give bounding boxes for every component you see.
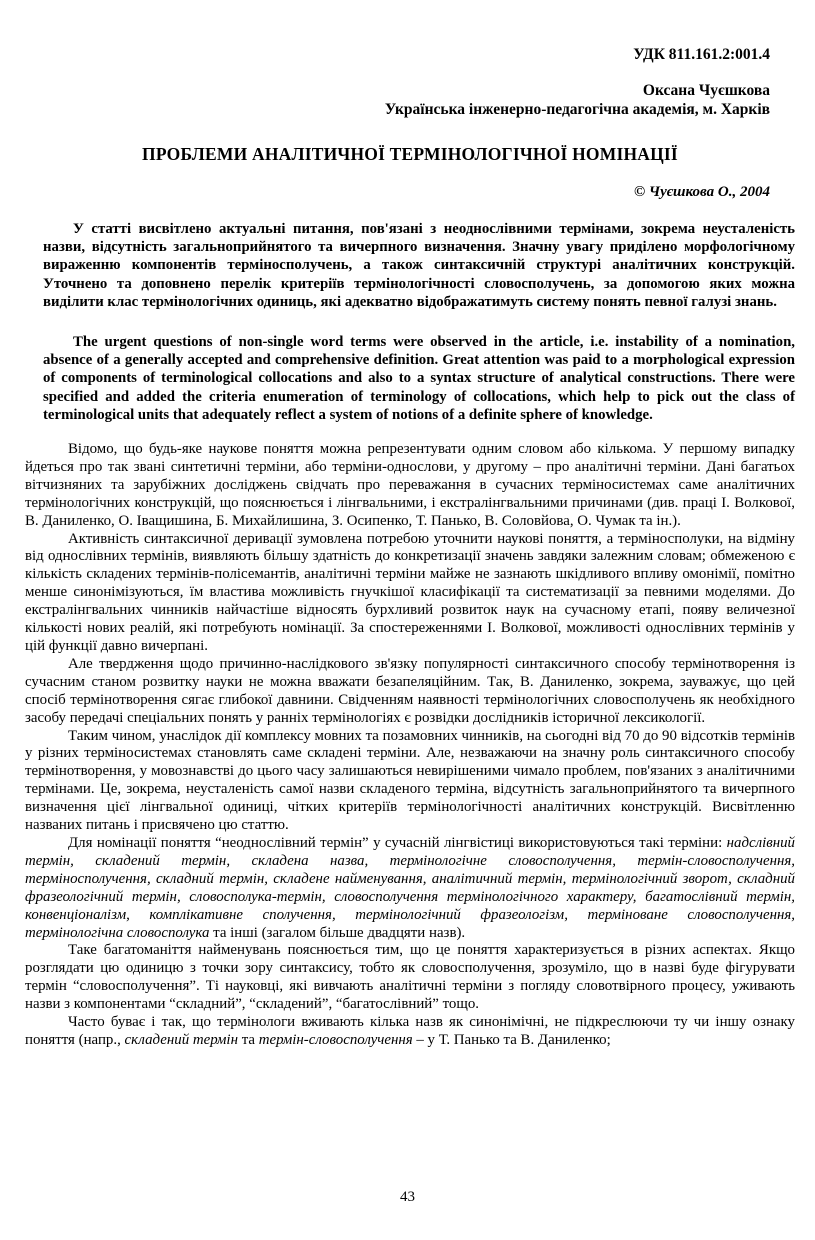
paragraph-text: Таким чином, унаслідок дії комплексу мовних та позамовних чинників, на сьогодні від 70 до 90 відсотків термінів у різних терміносистемах становлять саме складені терміни. Але, незважаючи на значну роль синтаксичного способу термінотворення, у мовознавстві до цього часу залишаються невирішеними чимало проблем, пов'язаних з аналітичними термінами. Це, зокрема, неусталеність самої назви складеного терміна, відсутність загальноприйнятого та вичерпного визначення цієї лінгвальної одиниці, чітких критеріїв термінологічності аналітичних конструкцій. Висвітленню названих питань і присвячено цю статтю. bbox=[25, 727, 795, 834]
paragraph-text: – у Т. Панько та В. Даниленко; bbox=[412, 1031, 611, 1048]
term-italic: надслівний термін, складений термін, складена назва, термінологічне словосполучення, термін-словосполучення, терміносполучення, складний термін, складене найменування, аналітичний термін, термінологічний зворот, складний фразеологічний термін, словосполука-термін, словосполучення термінологічного характеру, багатослівний термін, конвенціоналізм, комплікативне сполучення, термінологічний фразеологізм, терміноване словосполучення, термінологічна словосполука bbox=[25, 834, 795, 941]
paragraph bbox=[25, 441, 795, 531]
paragraph bbox=[25, 728, 795, 835]
abstract-ukrainian: У статті висвітлено актуальні питання, пов'язані з неоднослівними термінами, зокрема неусталеність назви, відсутність загальноприйнятого та вичерпного визначення. Значну увагу приділено морфологічному вираженню компонентів терміносполучень, а також синтаксичній структурі аналітичних конструкцій. Уточнено та доповнено перелік критеріїв термінологічності словосполучень, за допомогою яких можна виділити клас термінологічних одиниць, які адекватно відображатимуть систему понять певної галузі знань. bbox=[43, 221, 795, 310]
paragraph-text: Для номінації поняття “неоднослівний термін” у сучасній лінгвістиці використовуються такі терміни: bbox=[68, 834, 727, 851]
article-body bbox=[25, 441, 795, 1050]
paragraph bbox=[25, 835, 795, 942]
udc-number: УДК 811.161.2:001.4 bbox=[633, 46, 770, 63]
paragraph-text: Активність синтаксичної деривації зумовлена потребою уточнити наукові поняття, а терміносполуки, на відміну від однослівних термінів, виявляють більшу здатність до конкретизації значень завдяки залежним словам; обмеженою є кількість складених термінів-полісемантів, аналітичні терміни майже не зазнають шкідливого впливу омонімії, помітно менше синонімізуються, їм властива можливість гнучкішої класифікації та систематизації за певними моделями. До екстралінгвальних чинників найчастіше відносять бурхливий розвиток наук на сучасному етапі, появу величезної кількості нових реалій, які потребують номінації. За спостереженнями І. Волкової, можливості однослівних термінів у цій функції давно вичерпані. bbox=[25, 530, 795, 654]
paragraph-text: Таке багатоманіття найменувань пояснюється тим, що це поняття характеризується в різних аспектах. Якщо розглядати цю одиницю з точки зору синтаксису, тобто як словосполучення, зрозуміло, що в назві буде фігурувати термін “словосполучення”. Ті науковці, які вивчають аналітичні терміни з погляду словотвірного процесу, уживають назви з компонентами “складний”, “складений”, “багатослівний” тощо. bbox=[25, 942, 795, 1013]
paragraph bbox=[25, 1014, 795, 1050]
paragraph-text: та bbox=[237, 1031, 259, 1048]
author-affiliation: Українська інженерно-педагогічна академія, м. Харків bbox=[384, 101, 770, 118]
paragraph bbox=[25, 531, 795, 656]
article-title: ПРОБЛЕМИ АНАЛІТИЧНОЇ ТЕРМІНОЛОГІЧНОЇ НОМІНАЦІЇ bbox=[142, 144, 678, 164]
author-block bbox=[25, 81, 770, 119]
term-italic: термін-словосполучення bbox=[258, 1031, 413, 1048]
paragraph bbox=[25, 656, 795, 728]
paragraph bbox=[25, 942, 795, 1014]
abstract-english: The urgent questions of non-single word terms were observed in the article, i.e. instability of a nomination, absence of a generally accepted and comprehensive definition. Great attention was paid to a morphological expression of components of terminological collocations and also to a syntax structure of analytical constructions. There were specified and added the criteria enumeration of terminology of collocations, which help to pick out the class of terminological units that adequately reflect a system of notions of a definite sphere of knowledge. bbox=[43, 334, 795, 423]
page-number: 43 bbox=[400, 1189, 415, 1205]
paragraph-text: та інші (загалом більше двадцяти назв). bbox=[209, 924, 466, 941]
paragraph-text: Але твердження щодо причинно-наслідкового зв'язку популярності синтаксичного способу термінотворення із сучасним станом розвитку науки не можна вважати безапеляційним. Так, В. Даниленко, зокрема, зауважує, що цей спосіб термінотворення сягає глибокої давнини. Свідченням наявності термінологічних словосполучень як необхідного засобу передачі спеціальних понять у ранніх термінологіях є розвідки дослідників історичної лексикології. bbox=[25, 655, 795, 726]
copyright-line: © Чуєшкова О., 2004 bbox=[633, 184, 770, 200]
author-name: Оксана Чуєшкова bbox=[642, 82, 770, 99]
term-italic: складений термін bbox=[124, 1031, 238, 1048]
paragraph-text: Часто буває і так, що термінологи вживають кілька назв як синонімічні, не підкреслюючи ту чи іншу ознаку поняття (напр., bbox=[25, 1014, 795, 1048]
paragraph-text: Відомо, що будь-яке наукове поняття можна репрезентувати одним словом або кількома. У першому випадку йдеться про так звані синтетичні терміни, або терміни-однослови, у другому – про аналітичні терміни. Дані багатьох вітчизняних та зарубіжних досліджень свідчать про переважання в сучасних терміносистемах саме аналітичних термінологічних конструкцій, що пояснюється і лінгвальними, і екстралінгвальними причинами (див. праці І. Волкової, В. Даниленко, О. Іващишина, Б. Михайлишина, З. Осипенко, Т. Панько, В. Соловйова, О. Чумак та ін.). bbox=[25, 441, 795, 529]
